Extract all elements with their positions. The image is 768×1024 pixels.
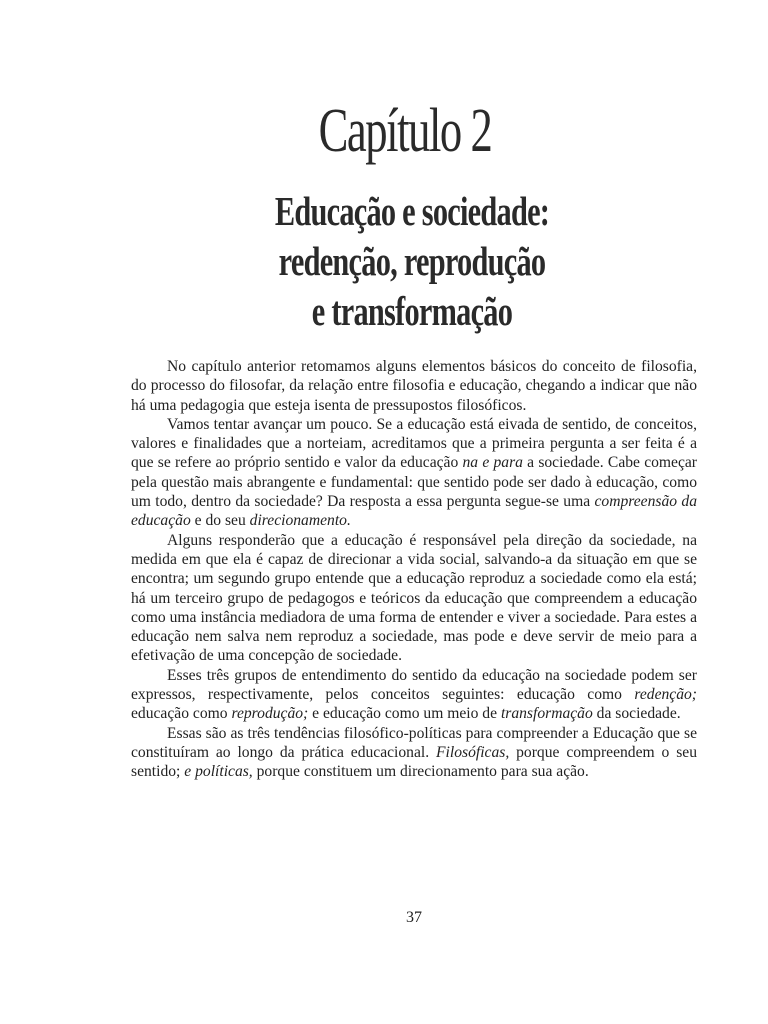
text-run: educação como bbox=[131, 705, 232, 723]
paragraph bbox=[131, 357, 697, 415]
chapter-title-line: redenção, reprodução bbox=[278, 238, 546, 284]
text-run: Vamos tentar avançar um pouco. Se a educação está eivada de sentido, de conceitos, valores e finalidades que a norteiam, acreditamos que a primeira pergunta a ser feita é a que se refere ao próprio sentido e valor da educação bbox=[131, 415, 697, 472]
body-text bbox=[131, 357, 697, 782]
text-run: No capítulo anterior retomamos alguns elementos básicos do conceito de filosofia, do processo do filosofar, da relação entre filosofia e educação, chegando a indicar que não há uma pedagogia que esteja isenta de pressupostos filosóficos. bbox=[131, 358, 697, 414]
emphasis-run: reprodução; bbox=[231, 705, 309, 723]
text-run: Esses três grupos de entendimento do sentido da educação na sociedade podem ser expressos, respectivamente, pelos conceitos seguintes: educação como bbox=[131, 666, 697, 704]
text-run: Alguns responderão que a educação é responsável pela direção da sociedade, na medida em que ela é capaz de direcionar a vida social, salvando-a da situação em que se encontra; um segundo grupo entende que a educação reproduz a sociedade como ela está; há um terceiro grupo de pedagogos e teóricos da educação que compreendem a educação como uma instância mediadora de uma forma de entender e viver a sociedade. Para estes a educação nem salva nem reproduz a sociedade, mas pode e deve servir de meio para a efetivação de uma concepção de sociedade. bbox=[131, 531, 697, 665]
chapter-title bbox=[107, 186, 717, 336]
paragraph bbox=[131, 724, 697, 782]
chapter-title-line: e transformação bbox=[311, 288, 513, 334]
chapter-title-line: Educação e sociedade: bbox=[274, 188, 550, 234]
paragraph bbox=[131, 666, 697, 724]
page-number: 37 bbox=[406, 909, 422, 926]
text-run: Essas são as três tendências filosófico-políticas para compreender a Educação que se constituíram ao longo da prática educacional. bbox=[131, 724, 697, 761]
paragraph bbox=[131, 531, 697, 666]
emphasis-run: direcionamento. bbox=[249, 512, 351, 530]
emphasis-run: transformação bbox=[500, 705, 593, 723]
text-run: porque compreendem o seu sentido; bbox=[131, 743, 697, 781]
emphasis-run: na e para bbox=[462, 454, 523, 472]
text-run: porque constituem um direcionamento para sua ação. bbox=[252, 763, 589, 781]
text-run: a sociedade. Cabe começar pela questão mais abrangente e fundamental: que sentido pode ser dado à educação, como um todo, dentro da sociedade? Da resposta a essa pergunta segue-se uma bbox=[131, 454, 697, 511]
text-run: da sociedade. bbox=[592, 705, 681, 723]
text-run: e educação como um meio de bbox=[308, 705, 501, 723]
text-run: e do seu bbox=[190, 512, 250, 530]
emphasis-run: Filosóficas, bbox=[436, 743, 510, 761]
emphasis-run: compreensão da educação bbox=[131, 493, 697, 530]
chapter-label: Capítulo 2 bbox=[318, 97, 492, 165]
paragraph bbox=[131, 415, 697, 531]
emphasis-run: e políticas, bbox=[184, 763, 253, 781]
emphasis-run: redenção; bbox=[634, 686, 697, 704]
